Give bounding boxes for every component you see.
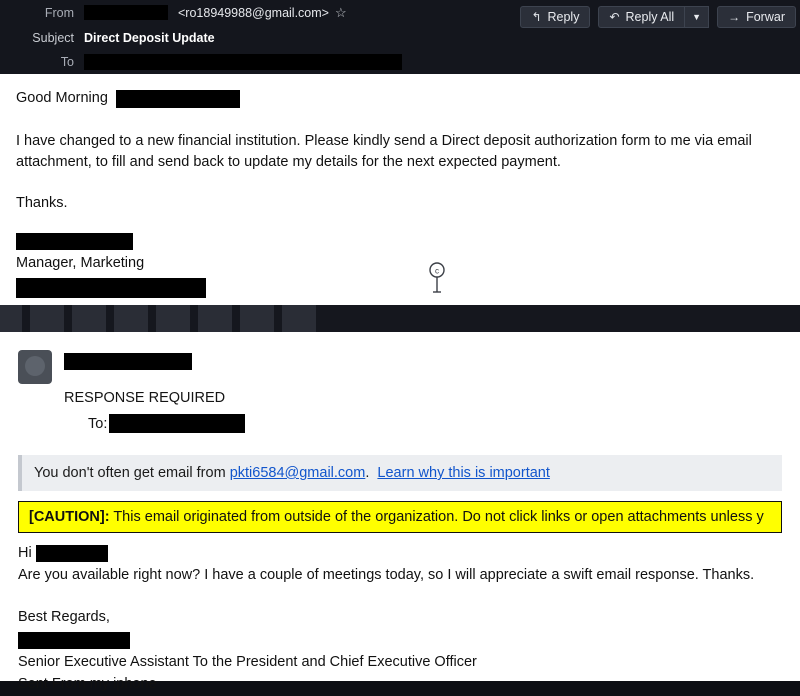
notice-sender-email-link[interactable]: pkti6584@gmail.com xyxy=(229,465,366,481)
bottom-job-title: Senior Executive Assistant To the President and Chief Executive Officer xyxy=(18,654,477,671)
greeting-name-redaction xyxy=(116,90,240,108)
response-required-text: RESPONSE REQUIRED xyxy=(64,390,226,406)
caution-banner xyxy=(18,501,782,533)
signature-name-redaction xyxy=(16,233,133,250)
from-name-redaction xyxy=(84,5,168,20)
to-label: To xyxy=(60,55,74,69)
to-recipient-redaction xyxy=(84,54,402,70)
top-email-header xyxy=(0,0,800,74)
signature-title: Manager, Marketing xyxy=(16,255,145,272)
bottom-email-header xyxy=(0,332,800,696)
from-address[interactable]: <ro18949988@gmail.com> xyxy=(178,5,329,20)
text-cursor-icon xyxy=(424,262,450,296)
sender-name-redaction xyxy=(64,353,192,370)
reply-button-label: Reply xyxy=(547,10,580,24)
greeting-text: Good Morning xyxy=(16,90,108,106)
bottom-email-pane xyxy=(0,332,800,692)
greeting-line xyxy=(16,88,784,109)
reply-all-button[interactable] xyxy=(598,6,684,28)
notice-prefix: You don't often get email from xyxy=(34,465,226,481)
bottom-email-paragraph: Are you available right now? I have a couple of meetings today, so I will appreciate a swift email response. Thanks. xyxy=(18,566,755,583)
subject-text: Direct Deposit Update xyxy=(84,30,215,45)
bottom-to-redaction xyxy=(109,414,245,433)
reply-all-button-label: Reply All xyxy=(625,10,675,24)
top-email-paragraph: I have changed to a new financial institution. Please kindly send a Direct deposit authorization form to me via email attachment, to fill and send back to update my details for the next expected payment. xyxy=(16,133,752,171)
chevron-down-icon[interactable]: ▼ xyxy=(684,6,709,28)
signature-extra-redaction xyxy=(16,278,206,298)
bottom-email-closing: Best Regards, xyxy=(18,608,110,625)
bottom-signature-name-redaction xyxy=(18,632,130,649)
subject-row xyxy=(0,25,800,50)
bottom-email-body xyxy=(18,533,782,696)
caution-text: This email originated from outside of the organization. Do not click links or open attachments unless y xyxy=(113,509,764,525)
svg-text:c: c xyxy=(435,266,439,276)
subject-label: Subject xyxy=(32,30,74,45)
from-label: From xyxy=(44,5,74,20)
notice-suffix: . xyxy=(365,465,370,481)
window-gap-strip xyxy=(0,305,800,332)
reply-button[interactable] xyxy=(520,6,590,28)
reply-all-button-group xyxy=(598,6,709,28)
avatar xyxy=(18,350,52,384)
forward-button[interactable] xyxy=(717,6,796,28)
bottom-greeting-line xyxy=(18,543,782,565)
sender-details xyxy=(64,350,782,370)
to-row xyxy=(0,50,800,74)
bottom-to-row xyxy=(88,414,782,433)
reply-arrow-icon: ↰ xyxy=(531,10,542,24)
bottom-to-label: To: xyxy=(88,415,108,432)
reply-all-arrow-icon: ↶ xyxy=(609,10,620,24)
sender-row xyxy=(18,350,782,384)
forward-arrow-icon: → xyxy=(728,10,741,24)
top-email-pane xyxy=(0,0,800,305)
forward-button-label: Forwar xyxy=(746,10,785,24)
learn-why-link[interactable]: Learn why this is important xyxy=(377,465,550,481)
bottom-greeting-text: Hi xyxy=(18,545,32,561)
mail-action-buttons xyxy=(520,6,796,28)
star-outline-icon[interactable]: ☆ xyxy=(334,4,347,20)
top-email-closing: Thanks. xyxy=(16,195,68,212)
top-email-body xyxy=(0,74,800,298)
from-row xyxy=(0,0,800,25)
sent-from-text: Sent From my iphone xyxy=(18,676,157,692)
bottom-greeting-name-redaction xyxy=(36,545,108,562)
external-sender-notice xyxy=(18,455,782,491)
caution-tag: [CAUTION]: xyxy=(29,509,110,525)
